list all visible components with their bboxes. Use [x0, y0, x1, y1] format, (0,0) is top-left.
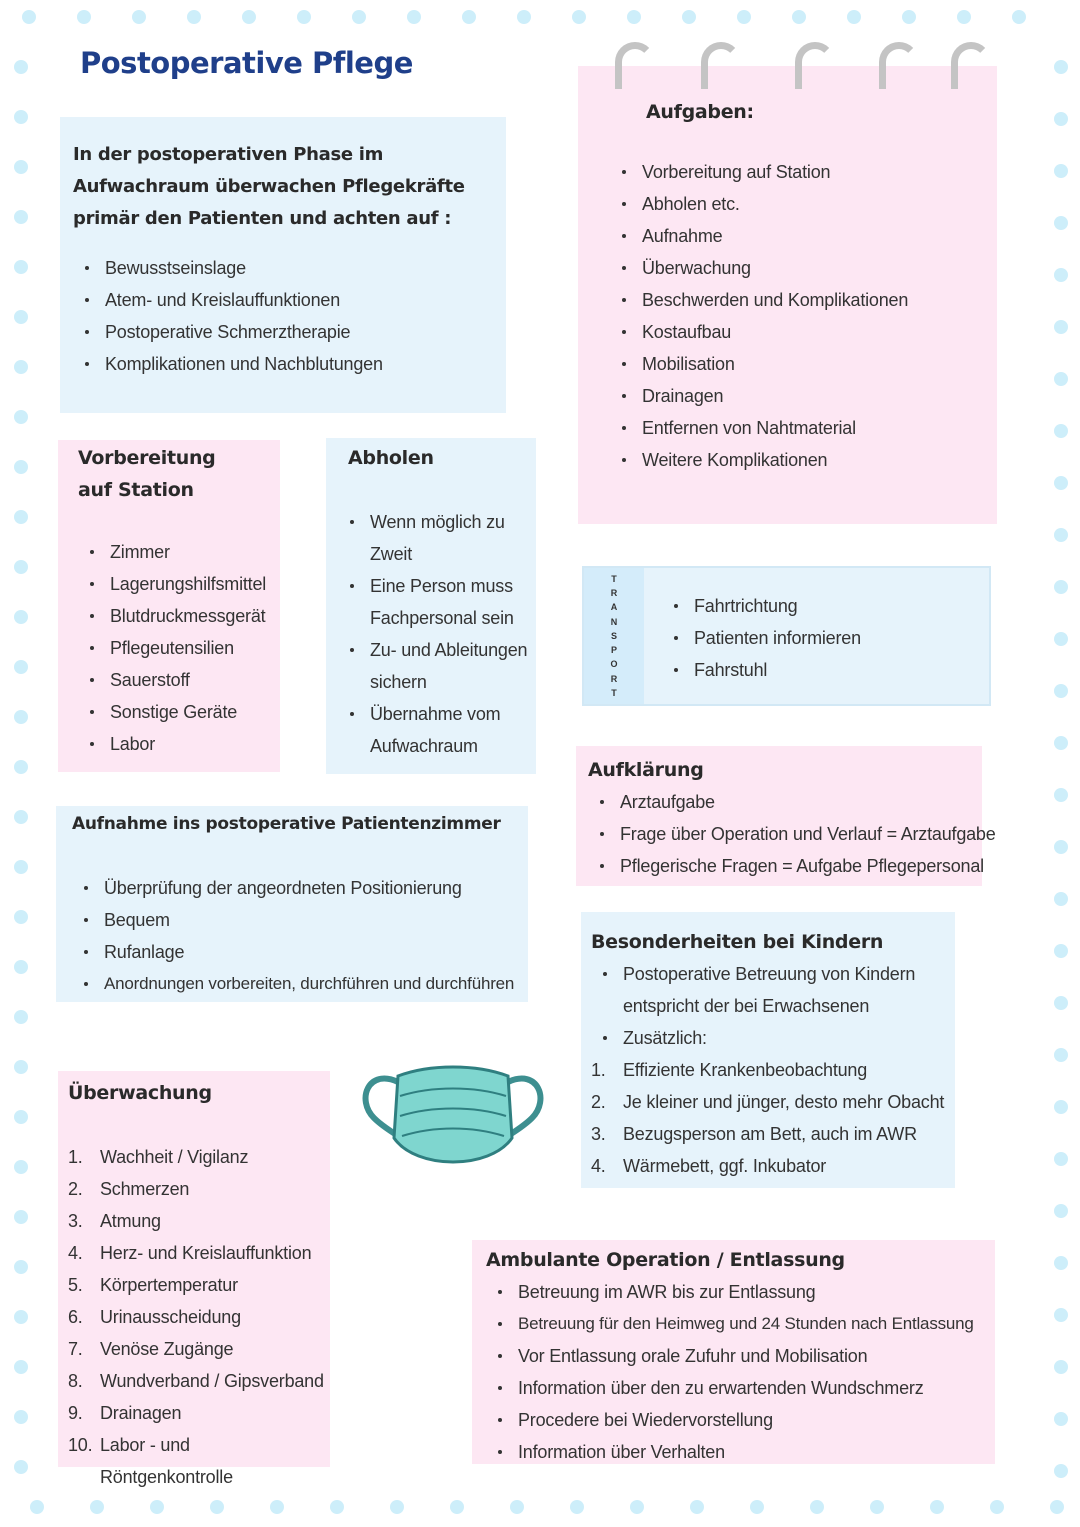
border-dot: [1054, 580, 1068, 594]
border-dot: [930, 1500, 944, 1514]
list-item: Pflegerische Fragen = Aufgabe Pflegepersonal: [588, 850, 978, 882]
item-number: 4.: [591, 1156, 606, 1176]
item-number: 7.: [68, 1339, 83, 1359]
list-item: Information über den zu erwartenden Wundschmerz: [486, 1372, 991, 1404]
item-number: 10.: [68, 1435, 93, 1455]
border-dot: [1054, 684, 1068, 698]
kinder-heading: Besonderheiten bei Kindern: [591, 931, 884, 953]
list-item: [591, 1118, 951, 1150]
vorbereitung-list: [78, 536, 267, 760]
item-text: Je kleiner und jünger, desto mehr Obacht: [623, 1092, 945, 1112]
item-text: Bezugsperson am Bett, auch im AWR: [623, 1124, 917, 1144]
border-dot: [1054, 1048, 1068, 1062]
border-dot: [1054, 424, 1068, 438]
border-dot: [1054, 736, 1068, 750]
item-number: 3.: [591, 1124, 606, 1144]
border-dot: [14, 760, 28, 774]
border-dot: [14, 1460, 28, 1474]
item-text: Effiziente Krankenbeobachtung: [623, 1060, 868, 1080]
aufklaerung-list: [588, 786, 996, 882]
list-item: Wenn möglich zu Zweit: [338, 506, 510, 570]
border-dot: [22, 10, 36, 24]
border-dot: [390, 1500, 404, 1514]
border-dot: [90, 1500, 104, 1514]
border-dot: [1054, 268, 1068, 282]
transport-label-text: TRANSPORT: [610, 573, 618, 699]
abholen-list: [338, 506, 532, 762]
border-dot: [1054, 1204, 1068, 1218]
border-dot: [14, 110, 28, 124]
border-dot: [1054, 944, 1068, 958]
border-dot: [957, 10, 971, 24]
list-item: Pflegeutensilien: [78, 632, 264, 664]
border-dot: [14, 960, 28, 974]
border-dot: [14, 1010, 28, 1024]
list-item: Abholen etc.: [610, 188, 977, 220]
list-item: [68, 1141, 326, 1173]
border-dot: [14, 510, 28, 524]
list-item: [68, 1301, 326, 1333]
item-number: 2.: [591, 1092, 606, 1112]
border-dot: [462, 10, 476, 24]
border-dot: [14, 1310, 28, 1324]
border-dot: [14, 910, 28, 924]
list-item: [591, 1150, 951, 1182]
list-item: [68, 1205, 326, 1237]
list-item: Zusätzlich:: [591, 1022, 951, 1054]
item-text: Körpertemperatur: [100, 1275, 238, 1295]
border-dot: [810, 1500, 824, 1514]
list-item: Komplikationen und Nachblutungen: [73, 348, 492, 380]
item-number: 8.: [68, 1371, 83, 1391]
intro-card: [60, 117, 506, 413]
border-dot: [1054, 528, 1068, 542]
list-item: Übernahme vom Aufwachraum: [338, 698, 510, 762]
ambulant-card: [472, 1240, 995, 1464]
list-item: Bewusstseinslage: [73, 252, 492, 284]
list-item: [68, 1269, 326, 1301]
border-dot: [14, 610, 28, 624]
item-number: 6.: [68, 1307, 83, 1327]
list-item: Vorbereitung auf Station: [610, 156, 977, 188]
kinder-card: [581, 912, 955, 1188]
ueberwachung-list: [68, 1141, 326, 1493]
list-item: Postoperative Schmerztherapie: [73, 316, 492, 348]
item-text: Venöse Zugänge: [100, 1339, 234, 1359]
list-item: [591, 1054, 951, 1086]
list-item: Sonstige Geräte: [78, 696, 264, 728]
border-dot: [14, 1410, 28, 1424]
border-dot: [1054, 788, 1068, 802]
item-number: 1.: [68, 1147, 83, 1167]
item-text: Atmung: [100, 1211, 161, 1231]
intro-heading: In der postoperativen Phase im Aufwachraum überwachen Pflegekräfte primär den Patienten und achten auf :: [73, 144, 465, 229]
list-item: Information über Verhalten: [486, 1436, 991, 1468]
list-item: [68, 1365, 326, 1397]
aufklaerung-card: [576, 746, 996, 886]
list-item: Rufanlage: [72, 936, 520, 968]
list-item: Vor Entlassung orale Zufuhr und Mobilisation: [486, 1340, 991, 1372]
border-dot: [1054, 320, 1068, 334]
list-item: Mobilisation: [610, 348, 977, 380]
item-number: 5.: [68, 1275, 83, 1295]
aufnahme-heading: Aufnahme ins postoperative Patientenzimmer: [72, 814, 501, 834]
aufgaben-heading: Aufgaben:: [646, 101, 754, 123]
border-dot: [14, 560, 28, 574]
border-dot: [132, 10, 146, 24]
border-dot: [77, 10, 91, 24]
border-dot: [792, 10, 806, 24]
list-item: Postoperative Betreuung von Kindern entspricht der bei Erwachsenen: [591, 958, 951, 1022]
border-dot: [682, 10, 696, 24]
border-dot: [150, 1500, 164, 1514]
item-text: Wärmebett, ggf. Inkubator: [623, 1156, 827, 1176]
list-item: Procedere bei Wiedervorstellung: [486, 1404, 991, 1436]
list-item: [68, 1237, 326, 1269]
list-item: Überwachung: [610, 252, 977, 284]
border-dot: [297, 10, 311, 24]
kinder-numbered: [591, 1054, 951, 1182]
item-number: 3.: [68, 1211, 83, 1231]
item-number: 9.: [68, 1403, 83, 1423]
border-dot: [14, 660, 28, 674]
ueberwachung-card: [58, 1071, 330, 1487]
list-item: Zimmer: [78, 536, 264, 568]
border-dot: [902, 10, 916, 24]
list-item: Arztaufgabe: [588, 786, 978, 818]
border-dot: [517, 10, 531, 24]
intro-list: [73, 252, 492, 380]
item-text: Wachheit / Vigilanz: [100, 1147, 249, 1167]
list-item: Betreuung im AWR bis zur Entlassung: [486, 1276, 991, 1308]
item-number: 1.: [591, 1060, 606, 1080]
list-item: Frage über Operation und Verlauf = Arztaufgabe: [588, 818, 978, 850]
list-item: Drainagen: [610, 380, 977, 412]
aufgaben-card: [578, 66, 997, 524]
item-text: Herz- und Kreislauffunktion: [100, 1243, 312, 1263]
border-dot: [1054, 372, 1068, 386]
border-dot: [750, 1500, 764, 1514]
border-dot: [14, 1260, 28, 1274]
border-dot: [990, 1500, 1004, 1514]
item-text: Drainagen: [100, 1403, 182, 1423]
item-text: Labor - und Röntgenkontrolle: [100, 1435, 233, 1487]
ambulant-list: [486, 1276, 991, 1468]
border-dot: [847, 10, 861, 24]
border-dot: [14, 860, 28, 874]
border-dot: [1054, 1256, 1068, 1270]
border-dot: [1054, 216, 1068, 230]
list-item: Fahrtrichtung: [662, 590, 989, 622]
aufgaben-list: [610, 156, 977, 476]
list-item: Atem- und Kreislauffunktionen: [73, 284, 492, 316]
aufklaerung-heading: Aufklärung: [588, 759, 704, 781]
border-dot: [210, 1500, 224, 1514]
border-dot: [870, 1500, 884, 1514]
transport-card: [582, 566, 991, 706]
item-number: 4.: [68, 1243, 83, 1263]
list-item: Betreuung für den Heimweg und 24 Stunden nach Entlassung: [486, 1308, 991, 1340]
list-item: Überprüfung der angeordneten Positionierung: [72, 872, 520, 904]
border-dot: [30, 1500, 44, 1514]
border-dot: [14, 1060, 28, 1074]
border-dot: [690, 1500, 704, 1514]
border-dot: [1054, 476, 1068, 490]
vorbereitung-card: [58, 440, 280, 772]
border-dot: [14, 1160, 28, 1174]
page-title: Postoperative Pflege: [80, 46, 413, 80]
item-text: Schmerzen: [100, 1179, 190, 1199]
border-dot: [1054, 632, 1068, 646]
border-dot: [1054, 1360, 1068, 1374]
aufnahme-card: [56, 806, 528, 1002]
list-item: Beschwerden und Komplikationen: [610, 284, 977, 316]
border-dot: [737, 10, 751, 24]
face-mask-icon: [360, 1060, 546, 1178]
list-item: [68, 1333, 326, 1365]
border-dot: [14, 410, 28, 424]
border-dot: [1012, 10, 1026, 24]
list-item: Aufnahme: [610, 220, 977, 252]
list-item: Blutdruckmessgerät: [78, 600, 264, 632]
list-item: Kostaufbau: [610, 316, 977, 348]
border-dot: [14, 460, 28, 474]
border-dot: [627, 10, 641, 24]
list-item: [68, 1429, 326, 1493]
transport-label: [584, 568, 644, 704]
border-dot: [570, 1500, 584, 1514]
border-dot: [450, 1500, 464, 1514]
list-item: Labor: [78, 728, 264, 760]
border-dot: [187, 10, 201, 24]
border-dot: [1054, 1412, 1068, 1426]
border-dot: [14, 310, 28, 324]
border-dot: [1054, 112, 1068, 126]
border-dot: [352, 10, 366, 24]
list-item: Weitere Komplikationen: [610, 444, 977, 476]
list-item: Fahrstuhl: [662, 654, 989, 686]
list-item: Lagerungshilfsmittel: [78, 568, 264, 600]
list-item: Bequem: [72, 904, 520, 936]
border-dot: [330, 1500, 344, 1514]
border-dot: [1054, 1152, 1068, 1166]
border-dot: [14, 60, 28, 74]
aufnahme-list: [72, 872, 520, 1000]
item-text: Urinausscheidung: [100, 1307, 241, 1327]
border-dot: [242, 10, 256, 24]
border-dot: [1054, 892, 1068, 906]
abholen-card: [326, 438, 536, 774]
list-item: [68, 1397, 326, 1429]
list-item: [68, 1173, 326, 1205]
vorbereitung-heading: Vorbereitung auf Station: [78, 447, 216, 501]
border-dot: [1054, 164, 1068, 178]
border-dot: [1054, 60, 1068, 74]
border-dot: [270, 1500, 284, 1514]
border-dot: [572, 10, 586, 24]
abholen-heading: Abholen: [348, 447, 434, 469]
border-dot: [14, 810, 28, 824]
list-item: Sauerstoff: [78, 664, 264, 696]
list-item: Patienten informieren: [662, 622, 989, 654]
border-dot: [14, 160, 28, 174]
ambulant-heading: Ambulante Operation / Entlassung: [486, 1249, 845, 1271]
border-dot: [1054, 840, 1068, 854]
border-dot: [630, 1500, 644, 1514]
border-dot: [14, 360, 28, 374]
border-dot: [14, 210, 28, 224]
border-dot: [14, 260, 28, 274]
border-dot: [1054, 1100, 1068, 1114]
kinder-bullets: [591, 958, 951, 1054]
border-dot: [510, 1500, 524, 1514]
list-item: Anordnungen vorbereiten, durchführen und durchführen: [72, 968, 520, 1000]
border-dot: [14, 1210, 28, 1224]
border-dot: [14, 710, 28, 724]
border-dot: [1054, 1464, 1068, 1478]
border-dot: [1050, 1500, 1064, 1514]
border-dot: [14, 1110, 28, 1124]
list-item: [591, 1086, 951, 1118]
item-text: Wundverband / Gipsverband: [100, 1371, 324, 1391]
border-dot: [407, 10, 421, 24]
ueberwachung-heading: Überwachung: [68, 1082, 212, 1104]
border-dot: [1054, 996, 1068, 1010]
list-item: Zu- und Ableitungen sichern: [338, 634, 530, 698]
border-dot: [14, 1360, 28, 1374]
spiral-rings-icon: [615, 42, 995, 92]
list-item: Eine Person muss Fachpersonal sein: [338, 570, 520, 634]
transport-list: [662, 590, 989, 686]
list-item: Entfernen von Nahtmaterial: [610, 412, 977, 444]
border-dot: [1054, 1308, 1068, 1322]
item-number: 2.: [68, 1179, 83, 1199]
